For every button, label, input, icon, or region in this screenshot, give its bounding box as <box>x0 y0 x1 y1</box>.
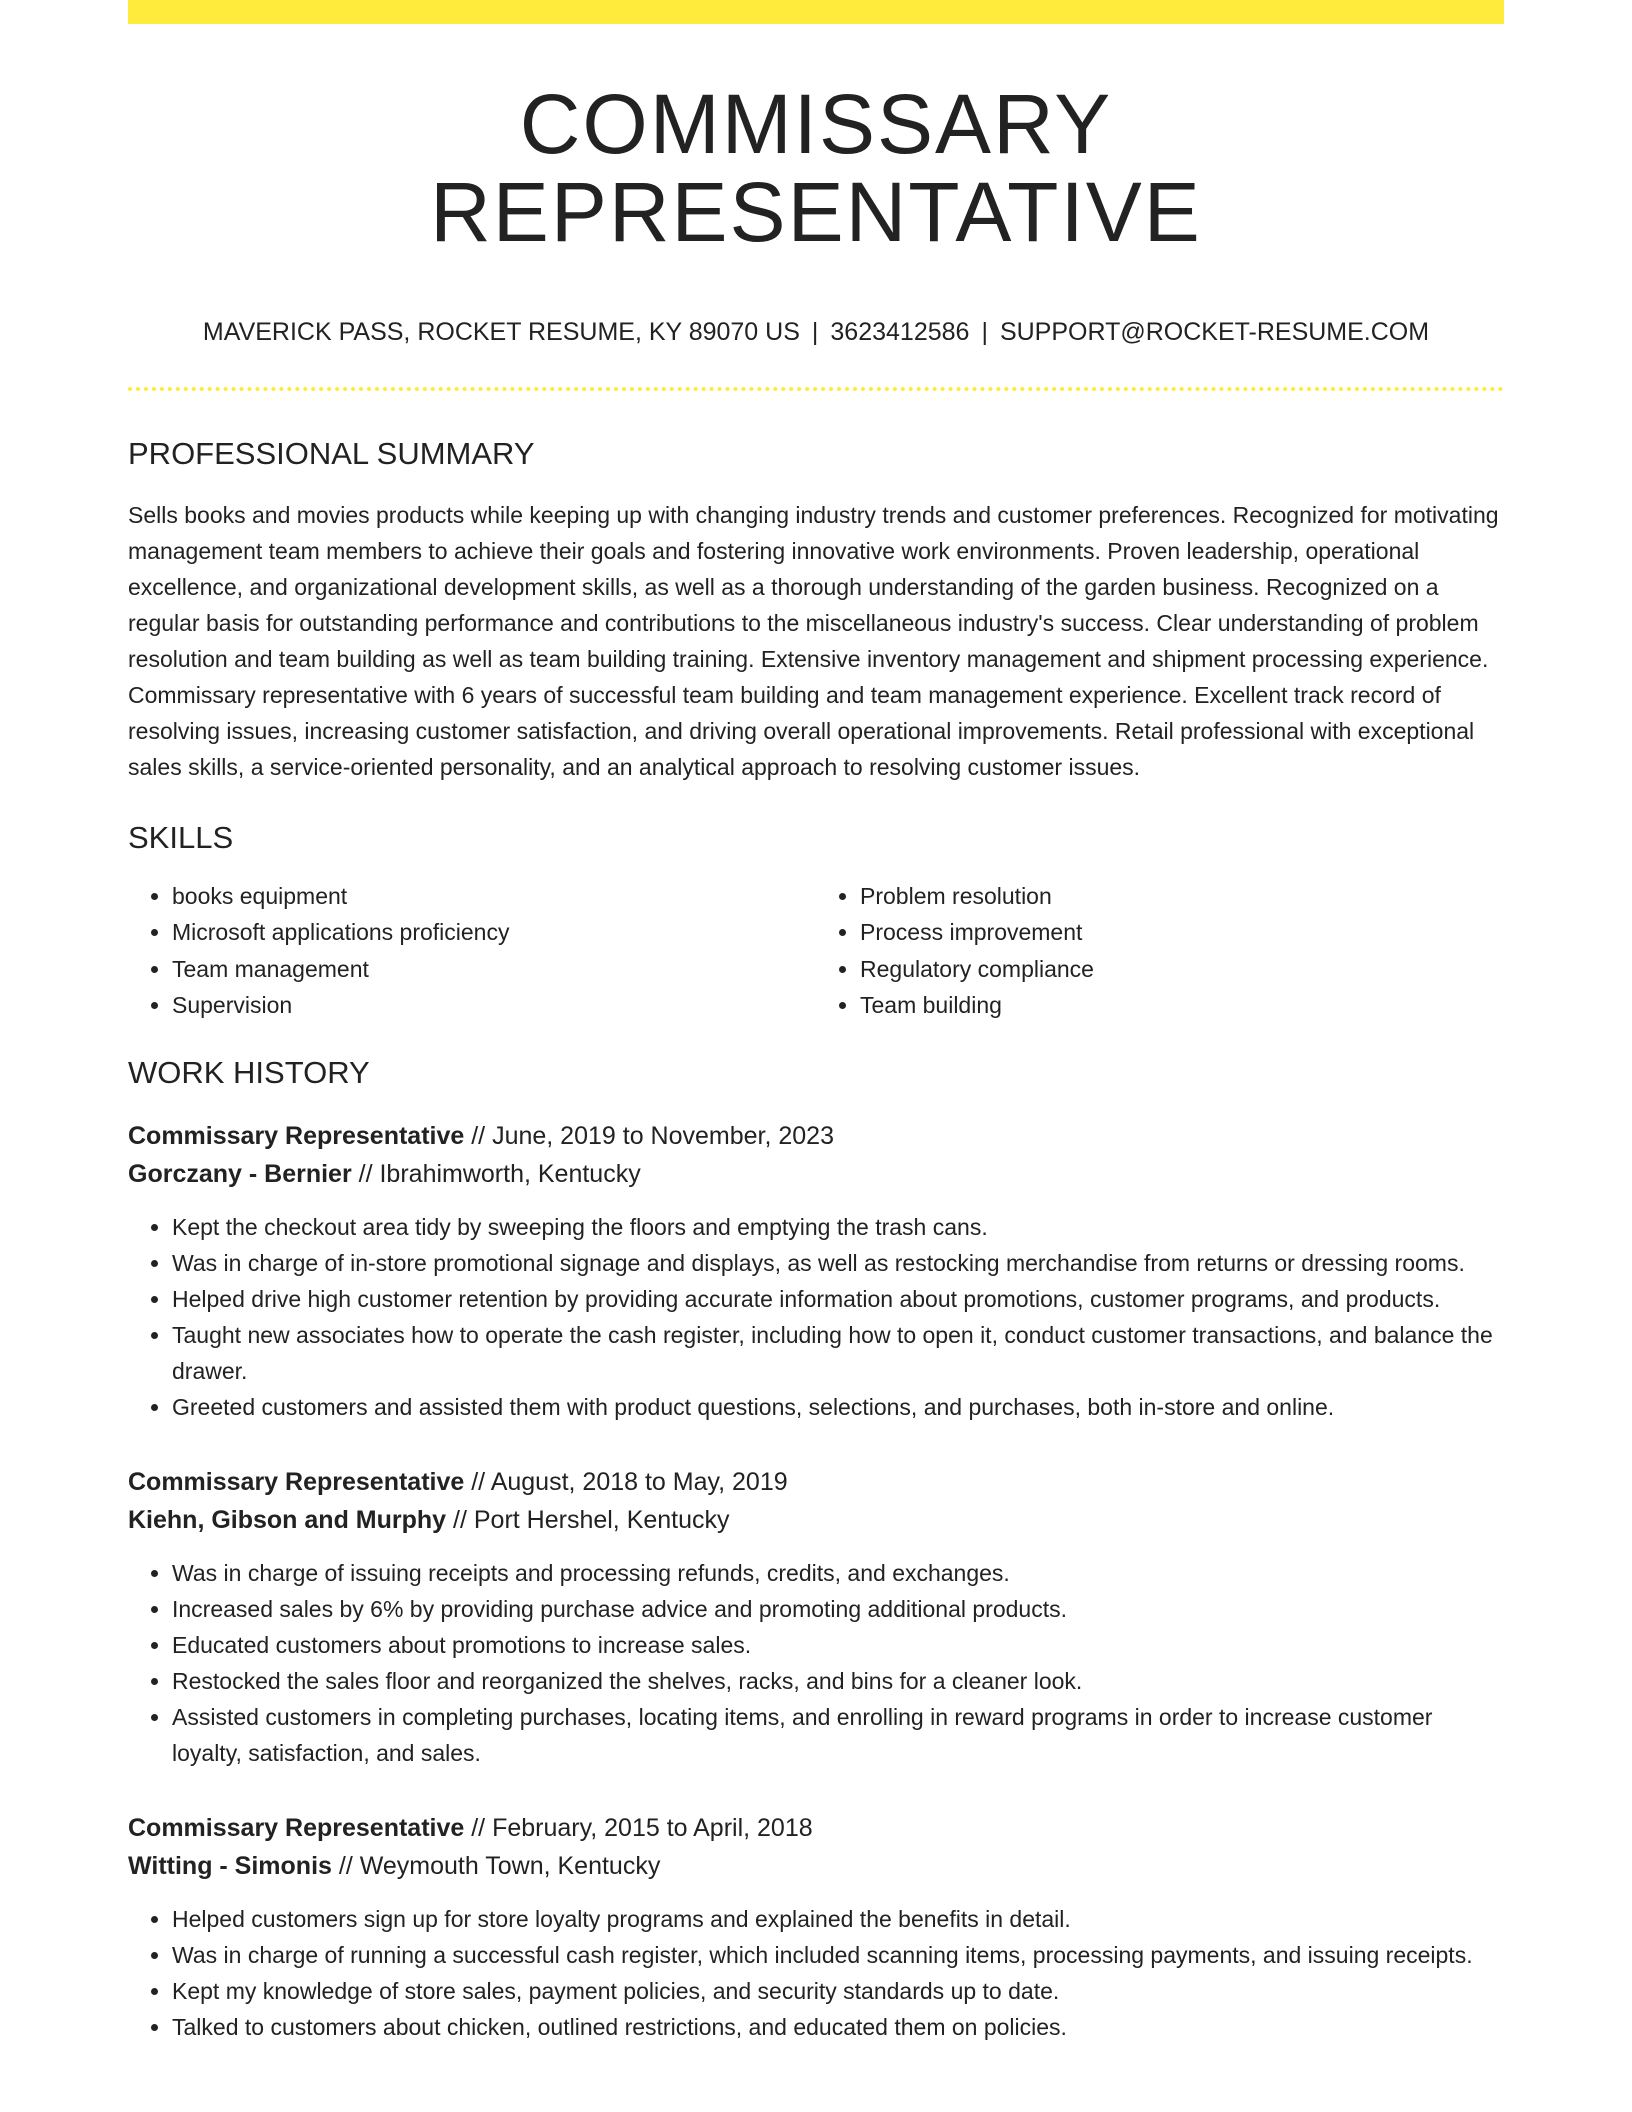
job-duty-item: • Restocked the sales floor and reorganized the shelves, racks, and bins for a cleaner look. <box>172 1663 1504 1699</box>
skills-heading: SKILLS <box>128 819 234 855</box>
job-entry <box>128 1463 1504 1771</box>
skill-item: • Microsoft applications proficiency <box>172 914 816 951</box>
job-duty-item: • Helped drive high customer retention by providing accurate information about promotions, customer programs, and products. <box>172 1281 1504 1317</box>
field-separator: // <box>446 1506 474 1535</box>
contact-separator: | <box>981 318 988 347</box>
resume-page <box>128 0 1504 2045</box>
job-duties <box>128 1555 1504 1771</box>
job-company: Kiehn, Gibson and Murphy <box>128 1506 447 1535</box>
skill-item: • books equipment <box>172 878 816 915</box>
job-duty-item: • Talked to customers about chicken, outlined restrictions, and educated them on policies. <box>172 2009 1504 2045</box>
job-title: Commissary Representative <box>128 1121 465 1150</box>
job-duty-item: • Greeted customers and assisted them with product questions, selections, and purchases, both in-store and online. <box>172 1389 1504 1425</box>
field-separator: // <box>464 1813 493 1842</box>
header-divider <box>128 387 1504 391</box>
job-duties <box>128 1901 1504 2045</box>
skill-item: • Regulatory compliance <box>860 951 1504 988</box>
skills-list-left <box>128 878 816 1024</box>
job-duty-item: • Was in charge of running a successful cash register, which included scanning items, processing payments, and issuing receipts. <box>172 1937 1504 1973</box>
skill-item: • Problem resolution <box>860 878 1504 915</box>
field-separator: // <box>331 1852 360 1881</box>
job-duty-item: • Helped customers sign up for store loyalty programs and explained the benefits in detail. <box>172 1901 1504 1937</box>
job-company-line <box>128 1847 1504 1886</box>
job-company-line <box>128 1501 1504 1540</box>
job-dates: February, 2015 to April, 2018 <box>492 1813 813 1842</box>
job-entry <box>128 1809 1504 2045</box>
contact-separator: | <box>811 318 819 347</box>
job-duty-item: • Was in charge of issuing receipts and processing refunds, credits, and exchanges. <box>172 1555 1504 1591</box>
job-duty-item: • Kept my knowledge of store sales, payment policies, and security standards up to date. <box>172 1973 1504 2009</box>
work-history-heading: WORK HISTORY <box>128 1054 370 1090</box>
contact-info <box>128 318 1504 347</box>
job-duty-item: • Was in charge of in-store promotional signage and displays, as well as restocking merchandise from returns or dressing rooms. <box>172 1245 1504 1281</box>
skill-item: • Team management <box>172 951 816 988</box>
job-company: Witting - Simonis <box>128 1852 332 1881</box>
skill-item: • Team building <box>860 987 1504 1024</box>
job-location: Port Hershel, Kentucky <box>473 1506 730 1535</box>
job-title-line <box>128 1463 1504 1502</box>
job-duty-item: • Educated customers about promotions to increase sales. <box>172 1627 1504 1663</box>
resume-title: COMMISSARY REPRESENTATIVE <box>430 77 1202 260</box>
summary-text: Sells books and movies products while keeping up with changing industry trends and customer preferences. Recognized for motivating management team members to achieve their goals and fostering innovative work environments. Proven leadership, operational excellence, and organizational development skills, as well as a thorough understanding of the garden business. Recognized on a regular basis for outstanding performance and contributions to the miscellaneous industry's success. Clear understanding of problem resolution and team building as well as team building training. Extensive inventory management and shipment processing experience. Commissary representative with 6 years of successful team building and team management experience. Excellent track record of resolving issues, increasing customer satisfaction, and driving overall operational improvements. Retail professional with exceptional sales skills, a service-oriented personality, and an analytical approach to resolving customer issues. <box>128 501 1499 780</box>
job-location: Ibrahimworth, Kentucky <box>379 1160 641 1189</box>
job-entry <box>128 1117 1504 1425</box>
job-duty-item: • Taught new associates how to operate the cash register, including how to open it, conduct customer transactions, and balance the drawer. <box>172 1317 1504 1389</box>
skills-list-right <box>816 878 1504 1024</box>
skill-item: • Process improvement <box>860 914 1504 951</box>
summary-heading: PROFESSIONAL SUMMARY <box>128 436 535 472</box>
field-separator: // <box>351 1160 380 1189</box>
job-company-line <box>128 1155 1504 1194</box>
job-duty-item: • Assisted customers in completing purchases, locating items, and enrolling in reward programs in order to increase customer loyalty, satisfaction, and sales. <box>172 1699 1504 1771</box>
field-separator: // <box>464 1121 493 1150</box>
job-dates: June, 2019 to November, 2023 <box>492 1121 834 1150</box>
job-title: Commissary Representative <box>128 1467 465 1496</box>
job-duty-item: • Kept the checkout area tidy by sweeping the floors and emptying the trash cans. <box>172 1209 1504 1245</box>
job-title: Commissary Representative <box>128 1813 465 1842</box>
top-accent-bar <box>128 0 1504 24</box>
job-location: Weymouth Town, Kentucky <box>359 1852 661 1881</box>
skill-item: • Supervision <box>172 987 816 1024</box>
job-duties <box>128 1209 1504 1425</box>
contact-email: SUPPORT@ROCKET-RESUME.COM <box>999 318 1430 347</box>
job-title-line <box>128 1809 1504 1848</box>
job-company: Gorczany - Bernier <box>128 1160 352 1189</box>
contact-phone: 3623412586 <box>830 318 970 347</box>
job-dates: August, 2018 to May, 2019 <box>490 1467 788 1496</box>
job-title-line <box>128 1117 1504 1156</box>
contact-address: MAVERICK PASS, ROCKET RESUME, KY 89070 US <box>202 318 800 347</box>
skills-grid <box>128 878 1504 1024</box>
job-duty-item: • Increased sales by 6% by providing purchase advice and promoting additional products. <box>172 1591 1504 1627</box>
field-separator: // <box>464 1467 491 1496</box>
